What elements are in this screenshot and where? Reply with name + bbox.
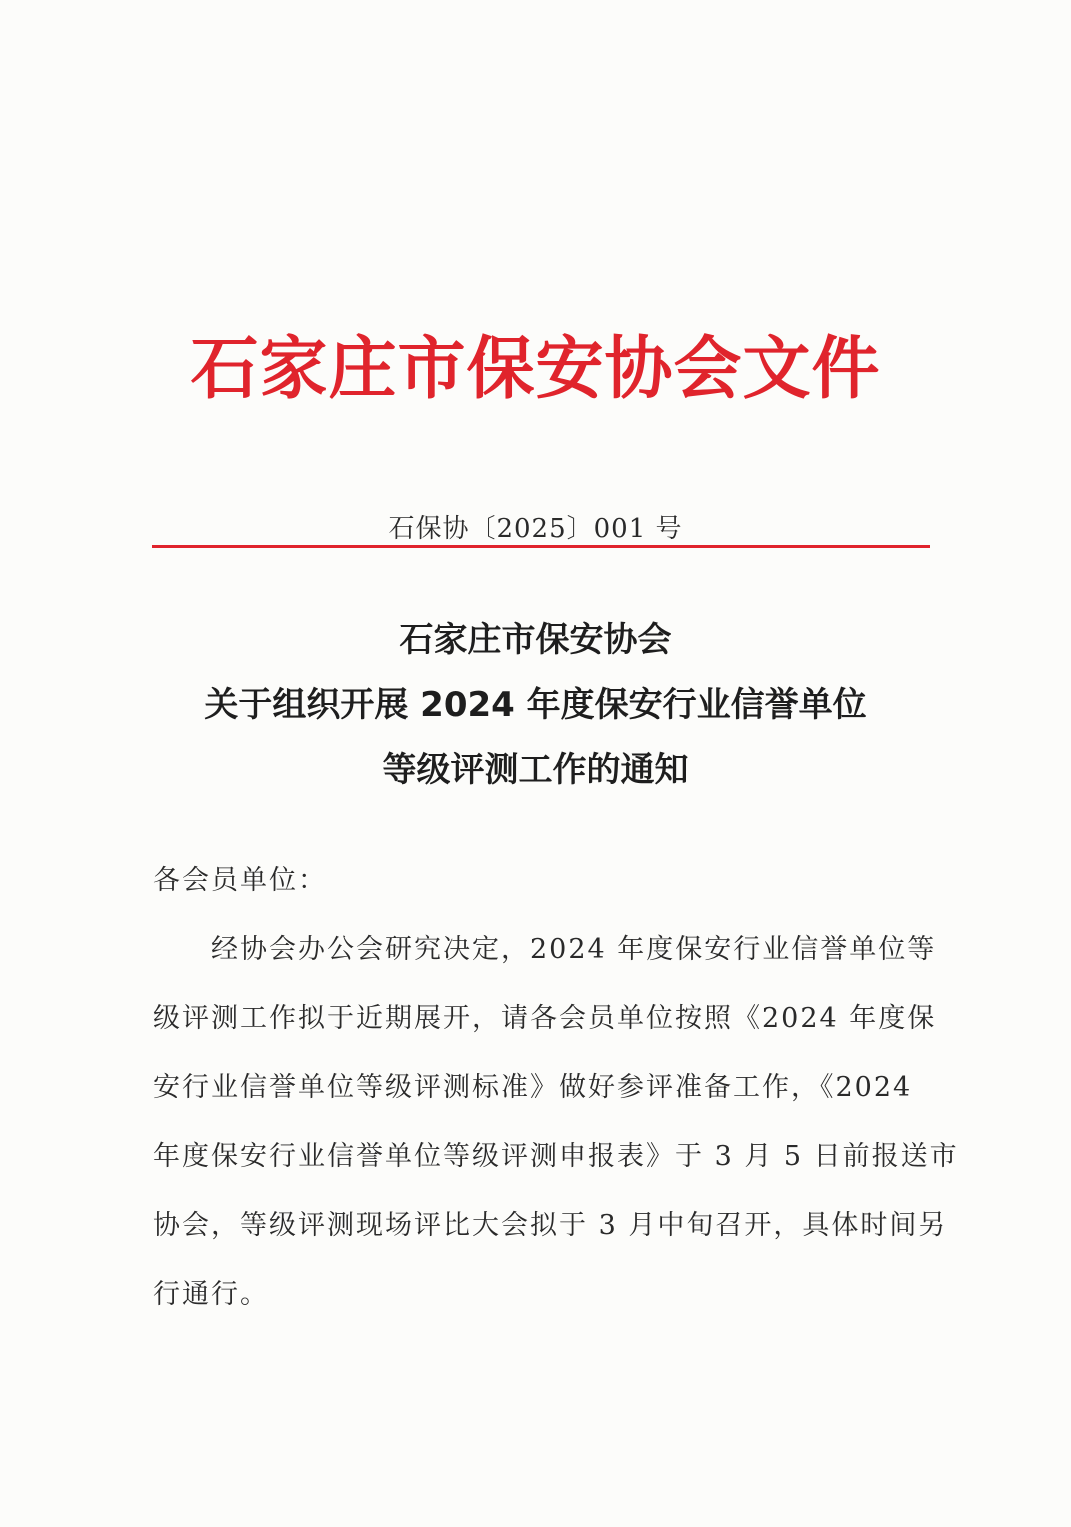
red-divider-line xyxy=(152,545,930,548)
masthead-title: 石家庄市保安协会文件 xyxy=(190,329,881,409)
salutation: 各会员单位： xyxy=(153,865,327,896)
body-paragraph xyxy=(153,915,959,1329)
body-line: 安行业信誉单位等级评测标准》做好参评准备工作，《2024 xyxy=(153,1072,913,1103)
title-line-3: 等级评测工作的通知 xyxy=(382,750,689,790)
notice-title xyxy=(0,608,1071,803)
body-line: 协会，等级评测现场评比大会拟于 3 月中旬召开，具体时间另 xyxy=(153,1210,948,1241)
body-line: 经协会办公会研究决定，2024 年度保安行业信誉单位等 xyxy=(153,934,937,965)
body-line: 级评测工作拟于近期展开，请各会员单位按照《2024 年度保 xyxy=(153,1003,937,1034)
title-line-1: 石家庄市保安协会 xyxy=(399,620,672,660)
body-line: 年度保安行业信誉单位等级评测申报表》于 3 月 5 日前报送市 xyxy=(153,1141,959,1172)
title-line-2: 关于组织开展 2024 年度保安行业信誉单位 xyxy=(204,685,867,725)
document-number: 石保协〔2025〕001 号 xyxy=(388,514,683,544)
body-line: 行通行。 xyxy=(153,1279,269,1310)
